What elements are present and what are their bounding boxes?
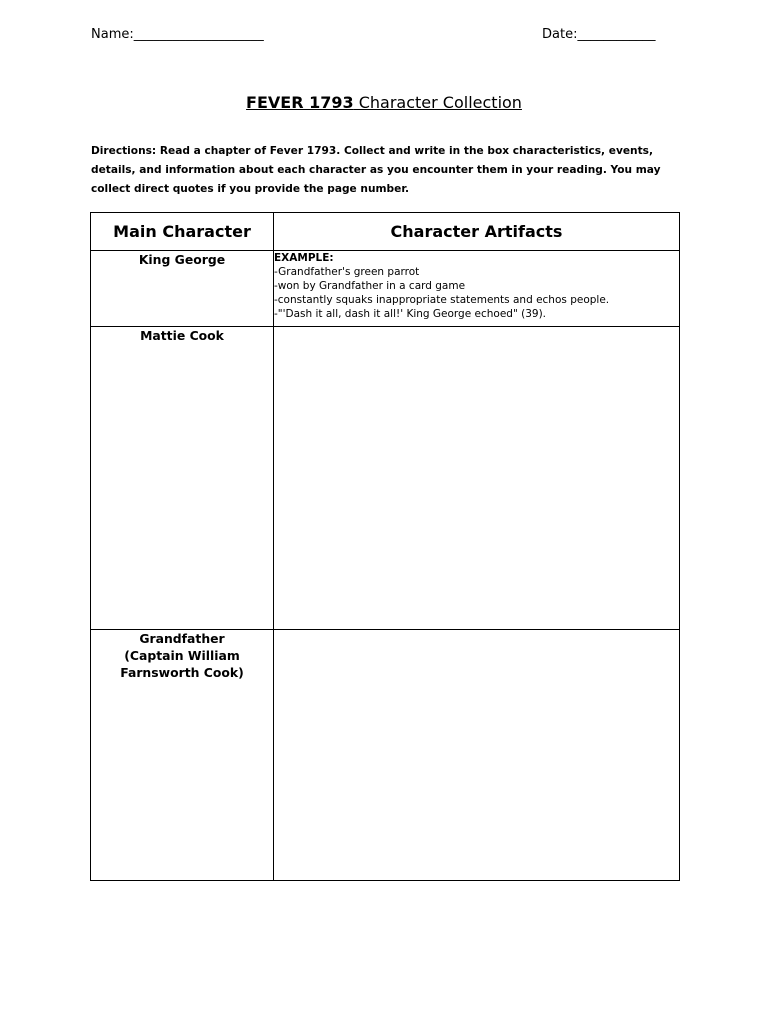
character-name-line: Farnsworth Cook)	[120, 665, 244, 680]
artifact-line: -Grandfather's green parrot	[274, 266, 420, 278]
character-name-line: Grandfather	[139, 631, 225, 646]
header-character-artifacts: Character Artifacts	[274, 213, 680, 251]
table-row	[91, 327, 680, 630]
character-name-line: (Captain William	[124, 648, 240, 663]
artifact-line: -constantly squaks inappropriate statements and echos people.	[274, 294, 610, 306]
example-label: EXAMPLE:	[274, 252, 334, 264]
name-line[interactable]: Name:____________________	[91, 27, 264, 42]
page-title	[0, 93, 768, 112]
table-row	[91, 251, 680, 327]
date-line[interactable]: Date:____________	[542, 27, 656, 42]
character-name-line: Mattie Cook	[140, 328, 224, 343]
directions: Directions: Read a chapter of Fever 1793. Collect and write in the box characteristics, events, details, and information about each character as you encounter them in your reading. You may collect direct quotes if you provide the page number.	[91, 145, 661, 195]
character-name	[91, 630, 274, 881]
title-bold: FEVER 1793	[246, 93, 354, 112]
character-name-line: King George	[138, 252, 226, 267]
artifact-line: -"'Dash it all, dash it all!' King George echoed" (39).	[274, 308, 547, 320]
table-header-row	[91, 213, 680, 251]
artifacts-cell[interactable]	[274, 251, 680, 327]
artifact-line: -won by Grandfather in a card game	[274, 280, 466, 292]
header-main-character: Main Character	[91, 213, 274, 251]
character-table	[90, 212, 680, 881]
title-rest: Character Collection	[353, 93, 522, 112]
artifacts-cell[interactable]	[274, 327, 680, 630]
artifacts-cell[interactable]	[274, 630, 680, 881]
character-name	[91, 251, 274, 327]
character-name	[91, 327, 274, 630]
table-row	[91, 630, 680, 881]
